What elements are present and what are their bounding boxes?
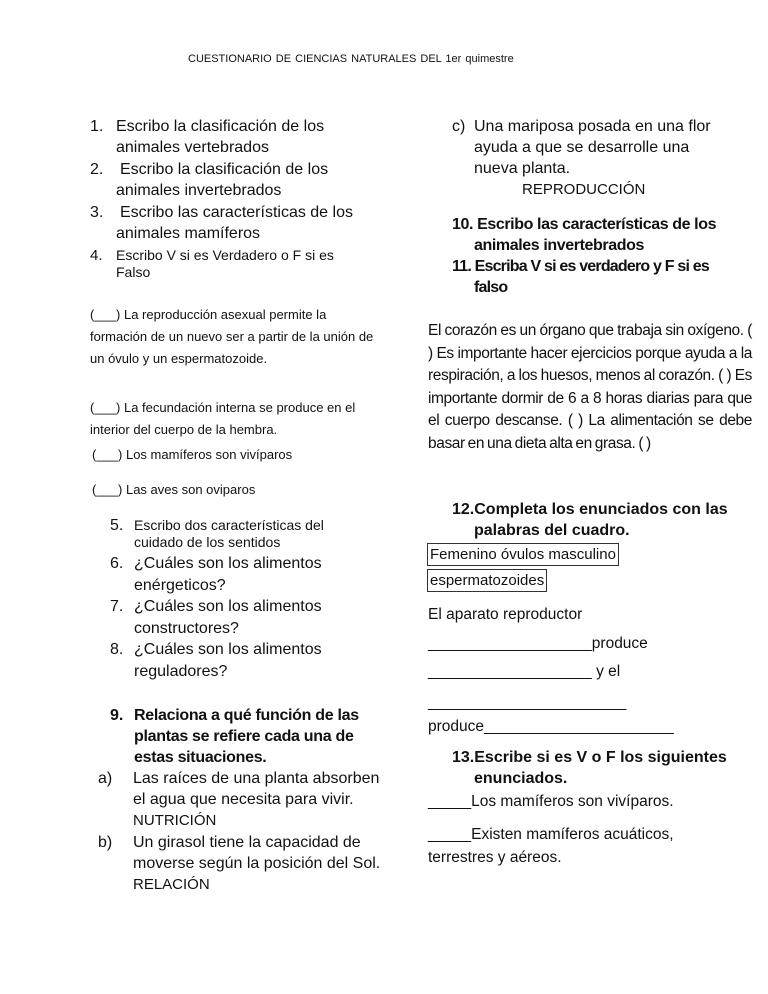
vf-statement-1: (___) La reproducción asexual permite la formación de un nuevo ser a partir de la unión de un óvulo y un espermatozoide. — [90, 307, 374, 366]
situation-text: Una mariposa posada en una flor ayuda a que se desarrolle una nueva planta. — [474, 118, 711, 177]
situation-answer: REPRODUCCIÓN — [522, 181, 646, 198]
question-4 — [90, 247, 380, 281]
question-number: 6. — [110, 555, 124, 572]
question-12: 12.Completa los enunciados con las palabras del cuadro. — [452, 501, 728, 539]
fill-line: produce______________________ — [428, 717, 674, 735]
question-1 — [90, 116, 360, 158]
question-text: Escribo la clasificación de los animales vertebrados — [116, 118, 325, 156]
situation-text: Las raíces de una planta absorben el agua que necesita para vivir. — [133, 770, 380, 808]
situation-c — [452, 116, 742, 200]
question-number: 4. — [90, 247, 103, 264]
statement: _____Existen mamíferos acuáticos, terrestres y aéreos. — [428, 826, 674, 866]
situation-text: Un girasol tiene la capacidad de moverse según la posición del Sol. — [133, 834, 381, 872]
question-text: ¿Cuáles son los alimentos reguladores? — [134, 641, 322, 680]
situation-answer: NUTRICIÓN — [133, 812, 217, 829]
question-2 — [90, 159, 360, 201]
question-3 — [90, 202, 370, 244]
question-text: Relaciona a qué función de las plantas se refiere cada una de estas situaciones. — [134, 707, 359, 766]
question-text: Escribo dos características del cuidado de los sentidos — [134, 517, 324, 550]
question-7 — [110, 596, 360, 640]
question-text: Escribo V si es Verdadero o F si es Falso — [116, 247, 334, 280]
question-number: 3. — [90, 204, 104, 221]
question-text: ¿Cuáles son los alimentos constructores? — [134, 598, 322, 637]
situation-a — [98, 768, 388, 831]
word-box — [427, 543, 619, 592]
question-11: 11. Escriba V si es verdadero y F si es falso — [452, 258, 709, 296]
item-letter: c) — [452, 118, 466, 135]
vf-statement-3: (___) Los mamíferos son vivíparos — [92, 447, 293, 462]
situation-b — [98, 832, 388, 895]
statements-13 — [428, 790, 748, 869]
question-text: Escribo las características de los animales mamíferos — [116, 204, 353, 242]
statement: _____Los mamíferos son vivíparos. — [428, 793, 674, 810]
word-box-line-1: Femenino óvulos masculino — [427, 543, 619, 566]
fill-line: _______________________ — [428, 693, 627, 711]
vf-statement-2: (___) La fecundación interna se produce en el interior del cuerpo de la hembra. — [90, 400, 356, 437]
fill-line: ___________________produce — [428, 634, 648, 652]
vf-paragraph: El corazón es un órgano que trabaja sin oxígeno. ( ) Es importante hacer ejercicios porque ayuda a la respiración, a los huesos, menos al corazón. ( ) Es importante dormir de 6 a 8 horas diarias para que el cuerpo descanse. ( ) La alimentación se debe basar en una dieta alta en grasa. ( ) — [428, 322, 752, 452]
item-letter: b) — [98, 834, 113, 851]
question-number: 2. — [90, 161, 104, 178]
question-number: 5. — [110, 517, 124, 534]
question-number: 1. — [90, 118, 104, 135]
situation-answer: RELACIÓN — [133, 876, 210, 893]
fill-in-blanks — [428, 601, 674, 739]
question-5 — [110, 517, 370, 551]
question-9 — [110, 705, 380, 768]
question-text: ¿Cuáles son los alimentos enérgeticos? — [134, 555, 322, 594]
vf-statement-4: (___) Las aves son oviparos — [92, 482, 256, 497]
question-number: 7. — [110, 598, 124, 615]
item-letter: a) — [98, 770, 113, 787]
fill-line: El aparato reproductor — [428, 606, 583, 623]
question-number: 8. — [110, 641, 124, 658]
question-8 — [110, 639, 360, 683]
word-box-line-2: espermatozoides — [427, 569, 547, 592]
question-6 — [110, 553, 360, 597]
question-10: 10. Escribo las características de los animales invertebrados — [452, 216, 717, 254]
question-text: Escribo la clasificación de los animales invertebrados — [116, 161, 329, 199]
document-title: CUESTIONARIO DE CIENCIAS NATURALES DEL 1er quimestre — [188, 53, 514, 65]
question-number: 9. — [110, 707, 124, 724]
fill-line: ___________________ y el — [428, 663, 621, 680]
question-13: 13.Escribe si es V o F los siguientes enunciados. — [452, 749, 727, 787]
